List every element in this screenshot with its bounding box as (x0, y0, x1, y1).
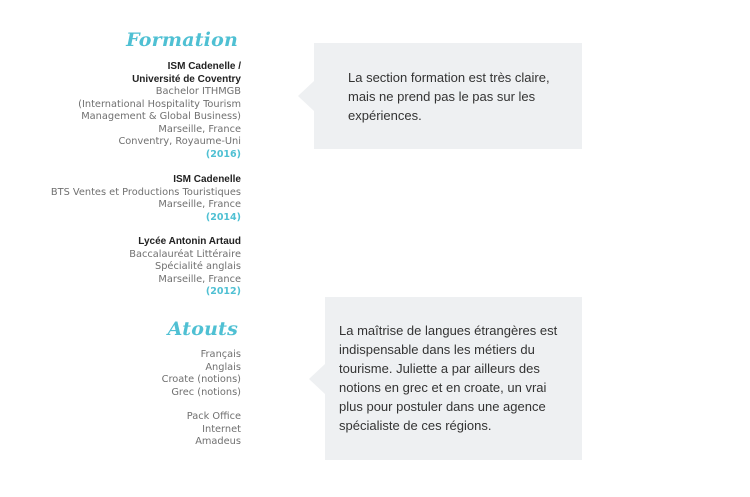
education-entry-title: Université de Coventry (132, 73, 241, 85)
cv-excerpt (0, 0, 241, 497)
education-entry (1, 174, 241, 224)
education-entry-title: ISM Cadenelle (173, 174, 241, 185)
formation-comment-text: La section formation est très claire, mais ne prend pas le pas sur les expériences. (348, 70, 550, 123)
education-entry-year: (2014) (205, 211, 241, 223)
education-entry-line: BTS Ventes et Productions Touristiques (50, 186, 241, 198)
languages-comment-text: La maîtrise de langues étrangères est indispensable dans les métiers du tourisme. Juliette a par ailleurs des notions en grec et en croate, un vrai plus pour postuler dans une agence spécialiste de ces régions. (339, 323, 558, 433)
atouts-heading: Atouts (167, 318, 238, 340)
formation-heading: Formation (126, 29, 238, 51)
education-entry-line: Marseille, France (158, 123, 241, 135)
language-item: Français (200, 349, 241, 360)
education-entry-line: Management & Global Business) (81, 111, 241, 122)
language-item: Grec (notions) (171, 386, 241, 398)
tool-item: Pack Office (186, 411, 241, 422)
tools-list (1, 411, 241, 449)
education-entry (1, 61, 241, 161)
education-entry-line: Spécialité anglais (155, 261, 241, 272)
education-entry (1, 236, 241, 299)
education-entry-line: Conventry, Royaume-Uni (118, 136, 241, 147)
tool-item: Internet (202, 423, 241, 435)
education-entry-year: (2012) (205, 286, 241, 297)
languages-list (1, 349, 241, 399)
education-entry-line: Marseille, France (158, 199, 241, 210)
education-entry-year: (2016) (205, 148, 241, 160)
formation-comment-bubble (314, 43, 582, 149)
education-entry-title: ISM Cadenelle / (167, 61, 241, 72)
education-entry-title: Lycée Antonin Artaud (138, 236, 241, 247)
tool-item: Amadeus (195, 436, 241, 447)
education-entry-line: Marseille, France (158, 273, 241, 285)
education-entry-line: (International Hospitality Tourism (78, 98, 241, 110)
education-entry-line: Baccalauréat Littéraire (129, 248, 241, 260)
language-item: Croate (notions) (161, 374, 241, 385)
language-item: Anglais (205, 361, 241, 373)
languages-comment-bubble (325, 297, 582, 460)
education-entry-line: Bachelor ITHMGB (155, 86, 241, 97)
